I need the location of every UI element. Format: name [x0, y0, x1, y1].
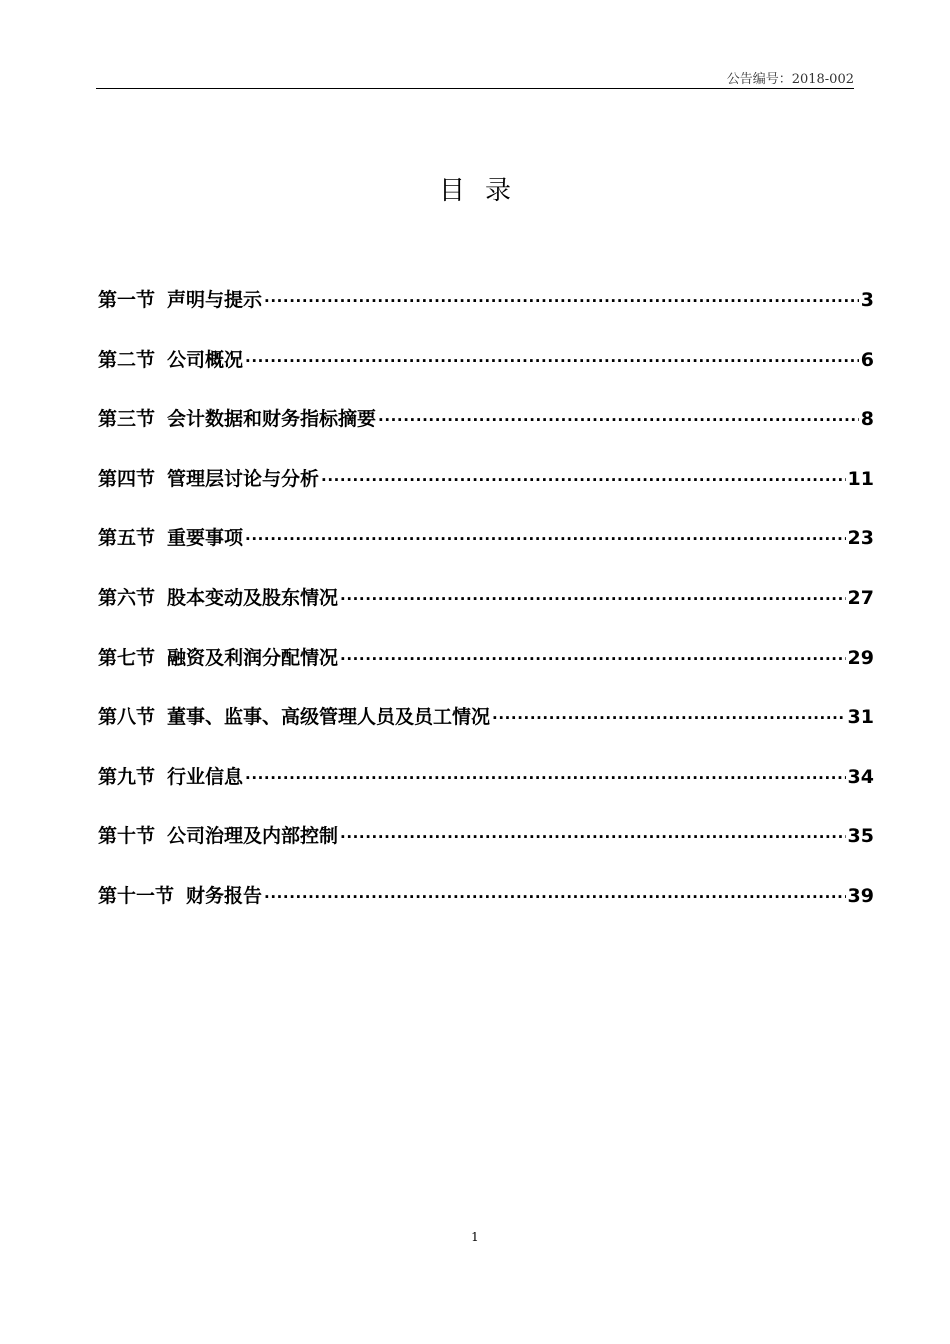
toc-leader-dots [264, 286, 859, 306]
toc-entry[interactable] [98, 702, 874, 762]
toc-section-number: 第四节 [98, 467, 156, 490]
toc-section-title: 董事、监事、高级管理人员及员工情况 [167, 706, 491, 729]
toc-page-number: 35 [847, 825, 874, 848]
toc-leader-dots [340, 822, 846, 842]
toc-entry[interactable] [98, 523, 874, 583]
toc-section-number: 第三节 [98, 408, 156, 431]
toc-page-number: 6 [860, 348, 874, 371]
toc-section-title: 财务报告 [186, 884, 263, 907]
toc-leader-dots [378, 405, 859, 425]
toc-leader-dots [245, 763, 846, 783]
toc-page-number: 3 [860, 289, 874, 311]
toc-section-title: 公司治理及内部控制 [167, 825, 339, 848]
toc-entry[interactable] [98, 583, 874, 643]
toc-section-title: 重要事项 [167, 527, 244, 550]
announcement-code: 公告编号：2018-002 [726, 72, 854, 87]
toc-page-number: 31 [847, 706, 874, 729]
toc-list [98, 285, 874, 941]
toc-leader-dots [245, 524, 846, 544]
toc-title: 目录 [438, 176, 531, 206]
toc-leader-dots [245, 346, 859, 366]
toc-section-number: 第八节 [98, 706, 156, 729]
toc-page-number: 8 [860, 408, 874, 431]
toc-page-number: 11 [847, 467, 874, 490]
toc-section-number: 第一节 [98, 289, 156, 311]
toc-entry[interactable] [98, 762, 874, 822]
toc-section-title: 行业信息 [167, 765, 244, 788]
toc-section-number: 第九节 [98, 765, 156, 788]
toc-section-title: 声明与提示 [167, 289, 263, 311]
toc-section-number: 第七节 [98, 646, 156, 669]
toc-leader-dots [264, 882, 846, 902]
toc-entry[interactable] [98, 464, 874, 524]
toc-page-number: 27 [847, 586, 874, 609]
toc-section-number: 第六节 [98, 586, 156, 609]
toc-page-number: 34 [847, 765, 874, 788]
toc-entry[interactable] [98, 345, 874, 405]
toc-entry[interactable] [98, 881, 874, 941]
toc-section-title: 管理层讨论与分析 [167, 467, 320, 490]
toc-entry[interactable] [98, 821, 874, 881]
toc-page-number: 29 [847, 646, 874, 669]
toc-leader-dots [340, 644, 846, 664]
header-divider [96, 88, 854, 89]
toc-section-number: 第十一节 [98, 884, 175, 907]
toc-section-title: 股本变动及股东情况 [167, 586, 339, 609]
toc-section-title: 会计数据和财务指标摘要 [167, 408, 377, 431]
toc-entry[interactable] [98, 643, 874, 703]
toc-page-number: 23 [847, 527, 874, 550]
toc-leader-dots [340, 584, 846, 604]
toc-section-number: 第二节 [98, 348, 156, 371]
page-number: 1 [471, 1230, 479, 1244]
toc-entry[interactable] [98, 404, 874, 464]
toc-section-number: 第十节 [98, 825, 156, 848]
toc-section-number: 第五节 [98, 527, 156, 550]
toc-section-title: 融资及利润分配情况 [167, 646, 339, 669]
toc-leader-dots [321, 465, 846, 485]
toc-section-title: 公司概况 [167, 348, 244, 371]
toc-page-number: 39 [847, 884, 874, 907]
toc-entry[interactable] [98, 285, 874, 345]
toc-leader-dots [492, 703, 846, 723]
